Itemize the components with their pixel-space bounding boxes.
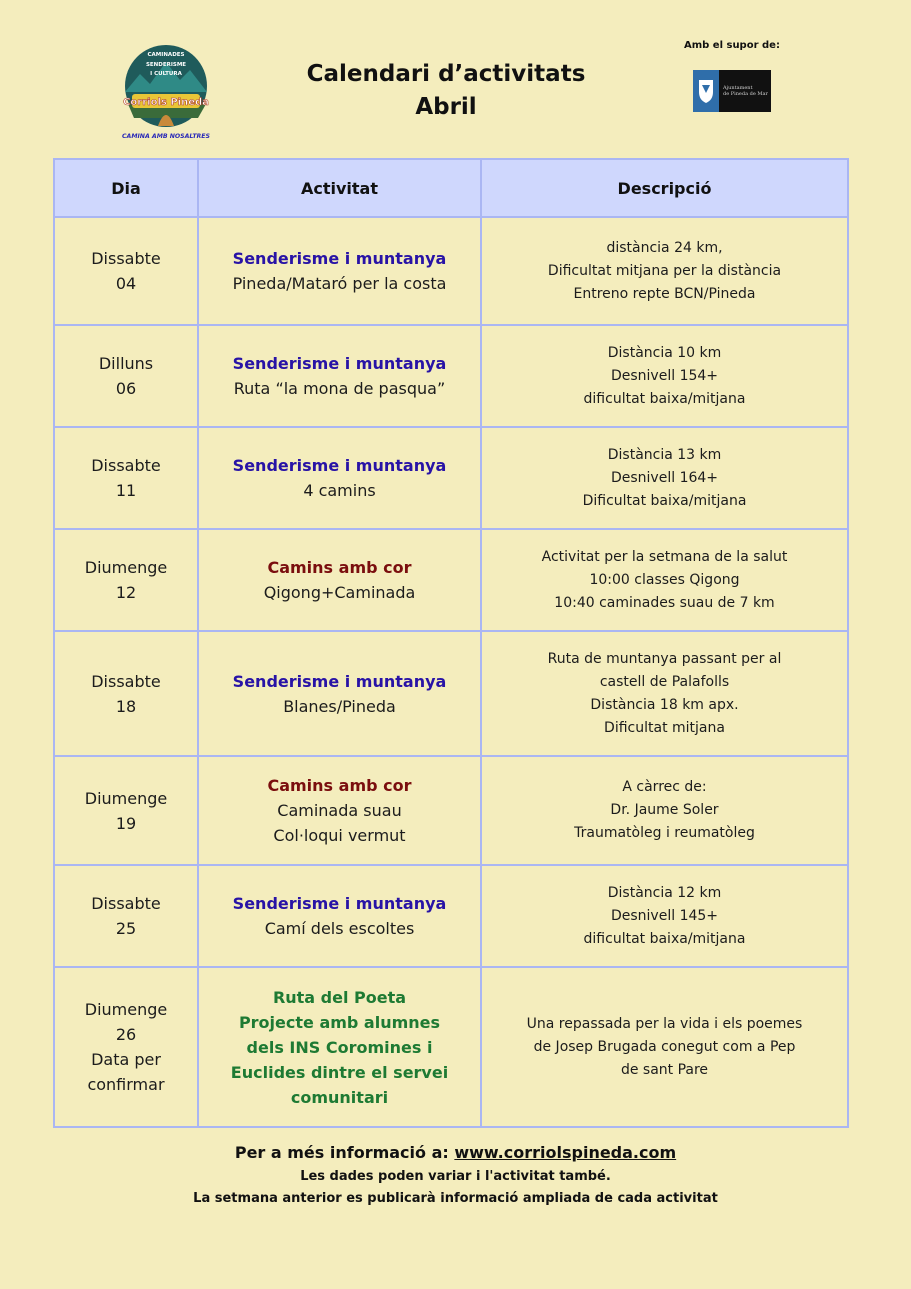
logo-top-text-2: SENDERISME bbox=[145, 62, 187, 68]
table-row bbox=[54, 325, 848, 427]
activity-category-line: Euclides dintre el servei bbox=[230, 1062, 449, 1082]
activity-detail: Caminada suau bbox=[277, 801, 402, 820]
table-row bbox=[54, 529, 848, 631]
activity-detail: Ruta “la mona de pasqua” bbox=[233, 379, 446, 398]
day-name: Dissabte bbox=[91, 249, 161, 268]
town-shield-icon bbox=[693, 70, 719, 112]
header-activitat: Activitat bbox=[198, 159, 481, 217]
description-line: Dificultat mitjana bbox=[604, 719, 725, 736]
activity-category: Senderisme i muntanya bbox=[232, 354, 447, 373]
activity-category-line: comunitari bbox=[290, 1087, 389, 1107]
activity-cell bbox=[198, 756, 481, 865]
activity-detail: 4 camins bbox=[303, 481, 376, 500]
activity-cell bbox=[198, 865, 481, 967]
day-number: 06 bbox=[115, 379, 137, 398]
description-line: Desnivell 164+ bbox=[610, 469, 719, 486]
day-cell bbox=[54, 756, 198, 865]
activity-cell bbox=[198, 427, 481, 529]
day-cell bbox=[54, 631, 198, 756]
description-line: Distància 18 km apx. bbox=[590, 696, 739, 713]
logo-name: Corriols Pineda bbox=[123, 97, 209, 108]
day-number: 19 bbox=[115, 813, 137, 833]
activity-detail: Camí dels escoltes bbox=[264, 919, 415, 938]
description-line: Traumatòleg i reumatòleg bbox=[574, 825, 755, 841]
activity-cell bbox=[198, 967, 481, 1127]
sponsor-line-2: de Pineda de Mar bbox=[723, 91, 768, 97]
activity-category-line: Ruta del Poeta bbox=[272, 987, 407, 1007]
day-note: Data per bbox=[91, 1050, 161, 1069]
support-label: Amb el supor de: bbox=[684, 40, 780, 51]
day-cell bbox=[54, 217, 198, 325]
description-line: Entreno repte BCN/Pineda bbox=[573, 285, 756, 302]
day-cell bbox=[54, 325, 198, 427]
activity-category: Senderisme i muntanya bbox=[232, 671, 447, 691]
header-descripcio: Descripció bbox=[481, 159, 848, 217]
day-number: 26 bbox=[115, 1025, 137, 1044]
activity-detail: Blanes/Pineda bbox=[283, 696, 396, 716]
description-line: de Josep Brugada conegut com a Pep bbox=[533, 1038, 796, 1055]
table-row bbox=[54, 631, 848, 756]
description-line: A càrrec de: bbox=[622, 779, 707, 795]
website-link[interactable]: www.corriolspineda.com bbox=[454, 1143, 677, 1162]
activity-category: Senderisme i muntanya bbox=[232, 894, 447, 913]
announcement-line: La setmana anterior es publicarà informació ampliada de cada activitat bbox=[193, 1191, 718, 1206]
activity-detail: Qigong+Caminada bbox=[263, 583, 416, 602]
activities-table bbox=[53, 158, 849, 1128]
table-row bbox=[54, 427, 848, 529]
logo-top-text-3: I CULTURA bbox=[150, 71, 182, 77]
day-name: Dissabte bbox=[91, 671, 161, 691]
description-line: castell de Palafolls bbox=[599, 673, 730, 690]
sponsor-line-1: Ajuntament bbox=[723, 85, 753, 91]
sponsor-logo bbox=[693, 70, 771, 112]
description-line: Una repassada per la vida i els poemes bbox=[526, 1015, 803, 1032]
info-line bbox=[0, 1140, 911, 1166]
description-line: 10:00 classes Qigong bbox=[589, 571, 740, 588]
activity-category: Camins amb cor bbox=[267, 558, 412, 577]
description-line: Distància 13 km bbox=[607, 446, 722, 463]
description-line: distància 24 km, bbox=[606, 239, 723, 256]
description-line: Dr. Jaume Soler bbox=[610, 802, 719, 818]
day-name: Dissabte bbox=[91, 894, 161, 913]
description-line: Desnivell 145+ bbox=[610, 907, 719, 924]
title-line-1: Calendari d’activitats bbox=[306, 61, 586, 87]
day-number: 25 bbox=[115, 919, 137, 938]
description-cell bbox=[481, 529, 848, 631]
table-row bbox=[54, 967, 848, 1127]
description-cell bbox=[481, 631, 848, 756]
header-dia: Dia bbox=[54, 159, 198, 217]
title-line-2: Abril bbox=[415, 94, 477, 120]
corriols-pineda-logo bbox=[118, 44, 214, 140]
description-cell bbox=[481, 756, 848, 865]
description-cell bbox=[481, 967, 848, 1127]
description-line: Desnivell 154+ bbox=[610, 367, 719, 384]
description-line: 10:40 caminades suau de 7 km bbox=[554, 594, 775, 611]
table-row bbox=[54, 756, 848, 865]
description-line: Distància 10 km bbox=[607, 344, 722, 361]
disclaimer-line: Les dades poden variar i l'activitat també. bbox=[300, 1169, 611, 1184]
description-cell bbox=[481, 865, 848, 967]
description-cell bbox=[481, 217, 848, 325]
day-name: Dissabte bbox=[91, 456, 161, 475]
table-row bbox=[54, 217, 848, 325]
activity-cell bbox=[198, 529, 481, 631]
logo-emblem bbox=[118, 44, 214, 140]
day-name: Dilluns bbox=[98, 354, 154, 373]
day-cell bbox=[54, 427, 198, 529]
page-title bbox=[270, 58, 622, 124]
description-cell bbox=[481, 427, 848, 529]
description-line: Activitat per la setmana de la salut bbox=[541, 548, 788, 565]
description-line: Ruta de muntanya passant per al bbox=[547, 650, 782, 667]
description-line: Distància 12 km bbox=[607, 884, 722, 901]
activity-category: Camins amb cor bbox=[267, 776, 412, 795]
day-cell bbox=[54, 967, 198, 1127]
day-number: 12 bbox=[115, 583, 137, 602]
description-line: dificultat baixa/mitjana bbox=[583, 390, 746, 407]
activity-cell bbox=[198, 325, 481, 427]
description-line: dificultat baixa/mitjana bbox=[583, 930, 746, 947]
activity-detail: Pineda/Mataró per la costa bbox=[232, 274, 447, 293]
day-name: Diumenge bbox=[84, 558, 168, 577]
day-number: 04 bbox=[115, 274, 137, 293]
day-cell bbox=[54, 529, 198, 631]
day-name: Diumenge bbox=[84, 1000, 168, 1019]
activity-category: Senderisme i muntanya bbox=[232, 249, 447, 268]
table-header-row bbox=[54, 159, 848, 217]
info-prefix: Per a més informació a: bbox=[234, 1143, 455, 1162]
activity-cell bbox=[198, 217, 481, 325]
description-line: Dificultat baixa/mitjana bbox=[582, 492, 747, 509]
description-line: de sant Pare bbox=[620, 1061, 709, 1078]
sponsor-text bbox=[719, 85, 768, 97]
footer bbox=[0, 1140, 911, 1210]
logo-tagline: CAMINA AMB NOSALTRES bbox=[122, 133, 210, 140]
activity-category: Senderisme i muntanya bbox=[232, 456, 447, 475]
description-line: Dificultat mitjana per la distància bbox=[547, 262, 782, 279]
activity-category-line: Projecte amb alumnes bbox=[238, 1012, 441, 1032]
day-number: 18 bbox=[115, 696, 137, 716]
activity-category-line: dels INS Coromines i bbox=[246, 1037, 433, 1057]
day-cell bbox=[54, 865, 198, 967]
activity-detail: Col·loqui vermut bbox=[273, 826, 406, 845]
day-note: confirmar bbox=[87, 1075, 165, 1094]
description-cell bbox=[481, 325, 848, 427]
logo-top-text-1: CAMINADES bbox=[147, 52, 185, 58]
day-number: 11 bbox=[115, 481, 137, 500]
day-name: Diumenge bbox=[84, 788, 168, 808]
activity-cell bbox=[198, 631, 481, 756]
table-row bbox=[54, 865, 848, 967]
